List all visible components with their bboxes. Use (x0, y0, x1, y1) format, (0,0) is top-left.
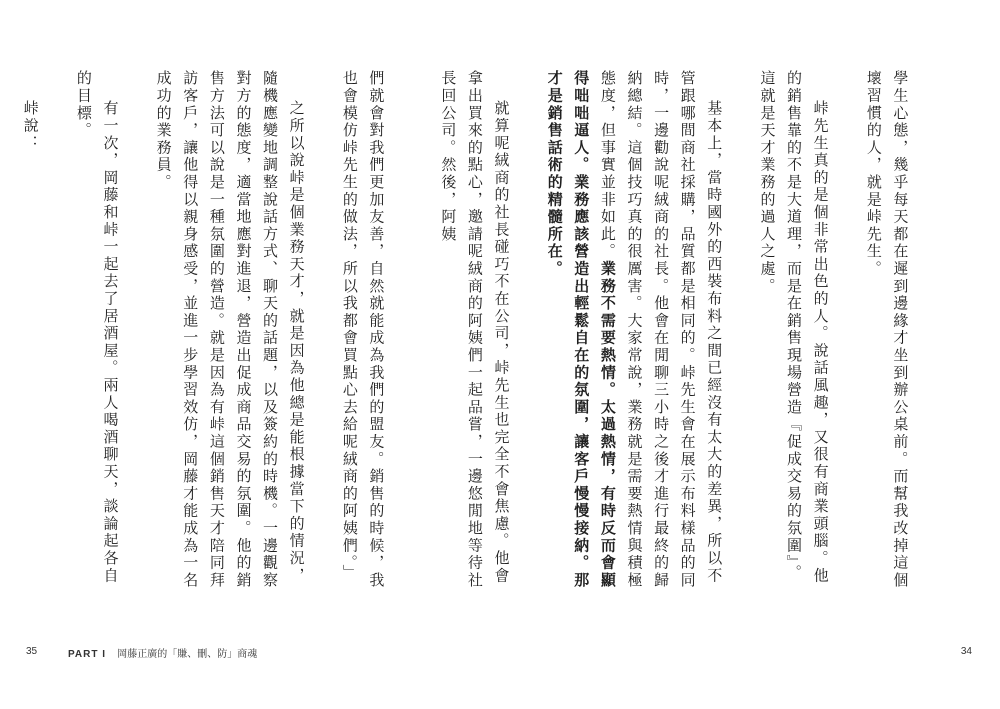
paragraph: 學生心態，幾乎每天都在遲到邊緣才坐到辦公桌前。而幫我改掉這個壞習慣的人，就是峠先生。 (864, 70, 910, 589)
page-number-right: 34 (960, 646, 972, 657)
paragraph: 峠先生真的是個非常出色的人。說話風趣，又很有商業頭腦。他的銷售靠的不是大道理，而是在銷售現場營造『促成交易的氛圍』。這就是天才業務的過人之處。 (758, 70, 830, 585)
page-number-left: 35 (26, 646, 38, 657)
part-label: PART I (68, 649, 107, 660)
bold-emphasis: 業務不需要熱情。太過熱情，有時反而會顯得咄咄逼人。業務應該營造出輕鬆自在的氛圍，讓客戶慢慢接納。那才是銷售話術的精髓所在。 (545, 70, 617, 590)
paragraph: 之所以說峠是個業務天才，就是因為他總是能根據當下的情況，隨機應變地調整說話方式、聊天的話題，以及簽約的時機。一邊觀察對方的態度，適當地應對進退，營造出促成商品交易的氛圍。他的銷售方法可以說是一種氛圍的營造。就是因為有峠這個銷售天才陪同拜訪客戶，讓他得以親身感受，並進一步學習效仿，岡藤才能成為一名成功的業務員。 (154, 70, 306, 589)
running-head (68, 645, 257, 660)
right-page (439, 0, 1000, 709)
paragraph: 峠說： (21, 100, 40, 152)
paragraph: 們就會對我們更加友善，自然就能成為我們的盟友。銷售的時候，我也會模仿峠先生的做法，所以我都會買點心去給呢絨商的阿姨們。」 (340, 70, 386, 589)
paragraph: 就算呢絨商的社長碰巧不在公司，峠先生也完全不會焦慮。他會拿出買來的點心，邀請呢絨商的阿姨們一起品嘗，一邊悠閒地等待社長回公司。然後，阿姨 (439, 70, 511, 589)
paragraph-text: 基本上，當時國外的西裝布料之間已經沒有太大的差異，所以不管跟哪間商社採購，品質都是相同的。峠先生會在展示布料樣品的同時，一邊勸說呢絨商的社長。他會在閒聊三小時之後才進行最終的歸納總結。這個技巧真的很厲害。大家常說，業務就是需要熱情與積極態度，但事實並非如此。 (598, 70, 724, 589)
paragraph: 有一次，岡藤和峠一起去了居酒屋。兩人喝酒聊天，談論起各自的目標。 (74, 70, 120, 585)
paragraph (541, 70, 727, 595)
chapter-title: 岡藤正廣的「賺、刪、防」商魂 (117, 649, 258, 660)
left-page-body (0, 70, 416, 595)
